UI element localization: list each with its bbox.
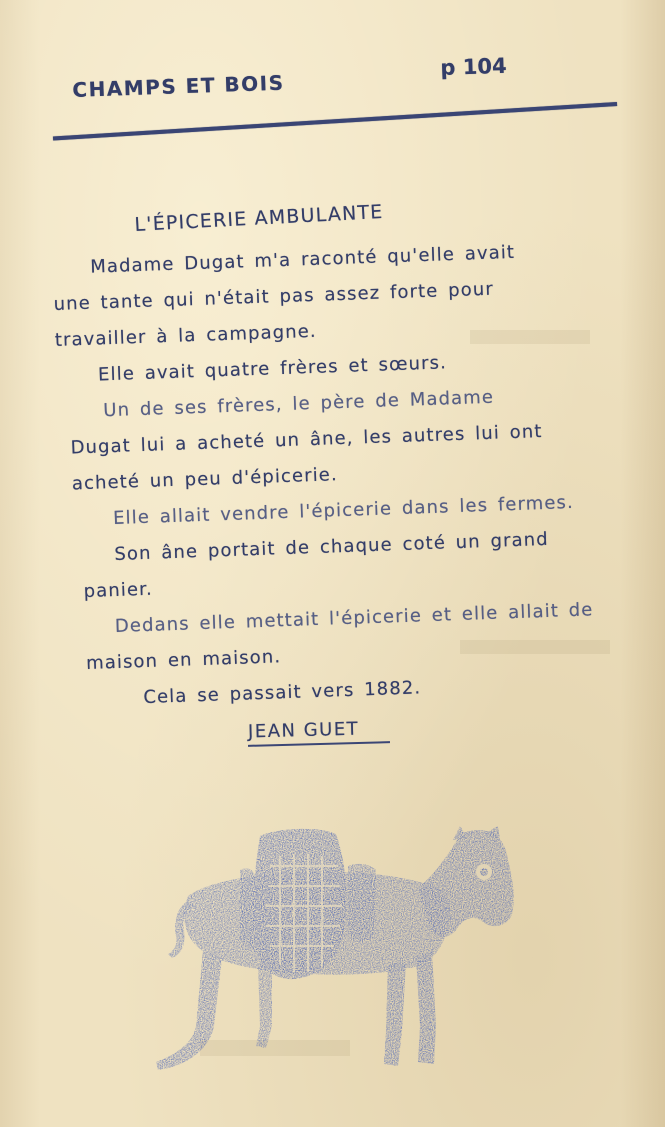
header-rule <box>53 102 617 140</box>
story-line: panier. <box>83 578 154 603</box>
bleed-through-mark <box>470 330 590 344</box>
story-title: L'ÉPICERIE AMBULANTE <box>134 200 384 236</box>
story-line: travailler à la campagne. <box>54 320 318 351</box>
story-line: Elle avait quatre frères et sœurs. <box>97 352 448 386</box>
story-line: Madame Dugat m'a raconté qu'elle avait <box>89 241 516 278</box>
story-line: Son âne portait de chaque coté un grand <box>114 528 550 565</box>
page-number: p 104 <box>440 53 507 80</box>
story-body <box>52 238 612 709</box>
story-line: une tante qui n'était pas assez forte pour <box>53 278 495 315</box>
story-line: Dugat lui a acheté un âne, les autres lui ont <box>70 420 543 459</box>
header-title: CHAMPS ET BOIS <box>72 70 285 102</box>
story-line: Elle allait vendre l'épicerie dans les fermes. <box>112 491 575 530</box>
author-signature: JEAN GUET <box>247 718 360 743</box>
story-line: maison en maison. <box>85 646 282 675</box>
signature-underline <box>248 741 390 747</box>
story-line: Cela se passait vers 1882. <box>143 677 422 709</box>
story-line: Dedans elle mettait l'épicerie et elle allait de <box>114 599 594 638</box>
donkey-stamp-icon <box>148 826 520 1076</box>
story-line: acheté un peu d'épicerie. <box>71 464 339 495</box>
story-line: Un de ses frères, le père de Madame <box>102 386 495 422</box>
bleed-through-mark <box>460 640 610 654</box>
